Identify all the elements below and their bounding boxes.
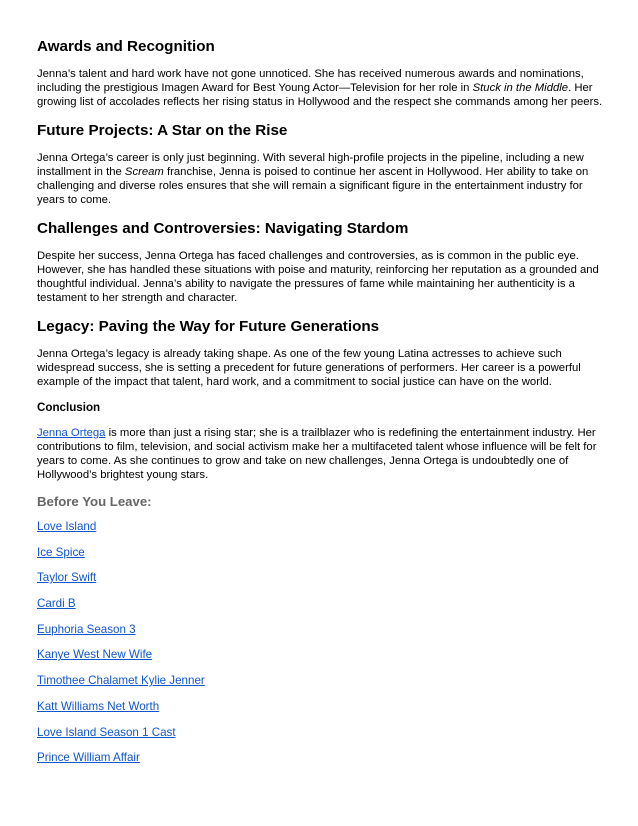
list-item <box>37 571 604 585</box>
future-heading: Future Projects: A Star on the Rise <box>37 122 288 139</box>
list-item <box>37 546 604 560</box>
list-item <box>37 597 604 611</box>
awards-paragraph <box>37 67 604 109</box>
related-link-katt-williams-net-worth[interactable]: Katt Williams Net Worth <box>37 699 160 713</box>
awards-text-2: . Her growing list of accolades reflects her rising status in Hollywood and the respect she commands among her peers. <box>37 82 603 108</box>
future-text-1: Jenna Ortega’s career is only just beginning. With several high-profile projects in the pipeline, including a new installment in the <box>37 152 584 178</box>
awards-show-title: Stuck in the Middle <box>472 82 569 94</box>
jenna-ortega-link[interactable]: Jenna Ortega <box>37 427 106 439</box>
legacy-heading: Legacy: Paving the Way for Future Generations <box>37 318 380 335</box>
related-link-love-island[interactable]: Love Island <box>37 520 97 533</box>
list-item <box>37 751 604 765</box>
future-text-2: franchise, Jenna is poised to continue her ascent in Hollywood. Her ability to take on challenging and diverse roles ensures that she will remain a significant figure in the entertainment industry for years to come. <box>37 166 589 206</box>
list-item <box>37 726 604 740</box>
legacy-paragraph: Jenna Ortega’s legacy is already taking shape. As one of the few young Latina actresses to achieve such widespread success, she is setting a precedent for future generations of performers. Her career is a powerful example of the impact that talent, hard work, and a commitment to social justice can have on the world. <box>37 348 581 388</box>
related-link-euphoria-season-3[interactable]: Euphoria Season 3 <box>37 622 136 636</box>
list-item <box>37 623 604 637</box>
challenges-heading: Challenges and Controversies: Navigating Stardom <box>37 220 409 237</box>
conclusion-paragraph <box>37 426 604 482</box>
related-link-love-island-season-1-cast[interactable]: Love Island Season 1 Cast <box>37 725 176 739</box>
future-franchise-title: Scream <box>124 166 164 178</box>
list-item <box>37 520 604 534</box>
related-link-ice-spice[interactable]: Ice Spice <box>37 545 85 559</box>
related-link-timothee-chalamet-kylie-jenner[interactable]: Timothee Chalamet Kylie Jenner <box>37 674 205 688</box>
related-link-taylor-swift[interactable]: Taylor Swift <box>37 571 97 585</box>
related-link-cardi-b[interactable]: Cardi B <box>37 597 76 611</box>
challenges-paragraph: Despite her success, Jenna Ortega has faced challenges and controversies, as is common in the public eye. However, she has handled these situations with poise and maturity, reinforcing her reputation as a grounded and thoughtful individual. Jenna’s ability to navigate the pressures of fame while maintaining her authenticity is a testament to her strength and character. <box>37 250 599 304</box>
related-link-kanye-west-new-wife[interactable]: Kanye West New Wife <box>37 648 153 662</box>
conclusion-heading: Conclusion <box>37 401 101 414</box>
list-item <box>37 674 604 688</box>
related-link-prince-william-affair[interactable]: Prince William Affair <box>37 751 140 765</box>
awards-text-1: Jenna’s talent and hard work have not gone unnoticed. She has received numerous awards and nominations, including the prestigious Imagen Award for Best Young Actor—Television for her role in <box>37 68 584 94</box>
future-paragraph <box>37 151 604 207</box>
list-item <box>37 700 604 714</box>
list-item <box>37 648 604 662</box>
related-links-list <box>37 520 604 765</box>
awards-heading: Awards and Recognition <box>37 38 215 55</box>
conclusion-text: is more than just a rising star; she is a trailblazer who is redefining the entertainment industry. Her contributions to film, television, and social activism make her a multifaceted talent whose influence will be felt for years to come. As she continues to grow and take on new challenges, Jenna Ortega is undoubtedly one of Hollywood’s brightest young stars. <box>37 427 597 481</box>
before-you-leave-heading: Before You Leave: <box>37 494 152 509</box>
